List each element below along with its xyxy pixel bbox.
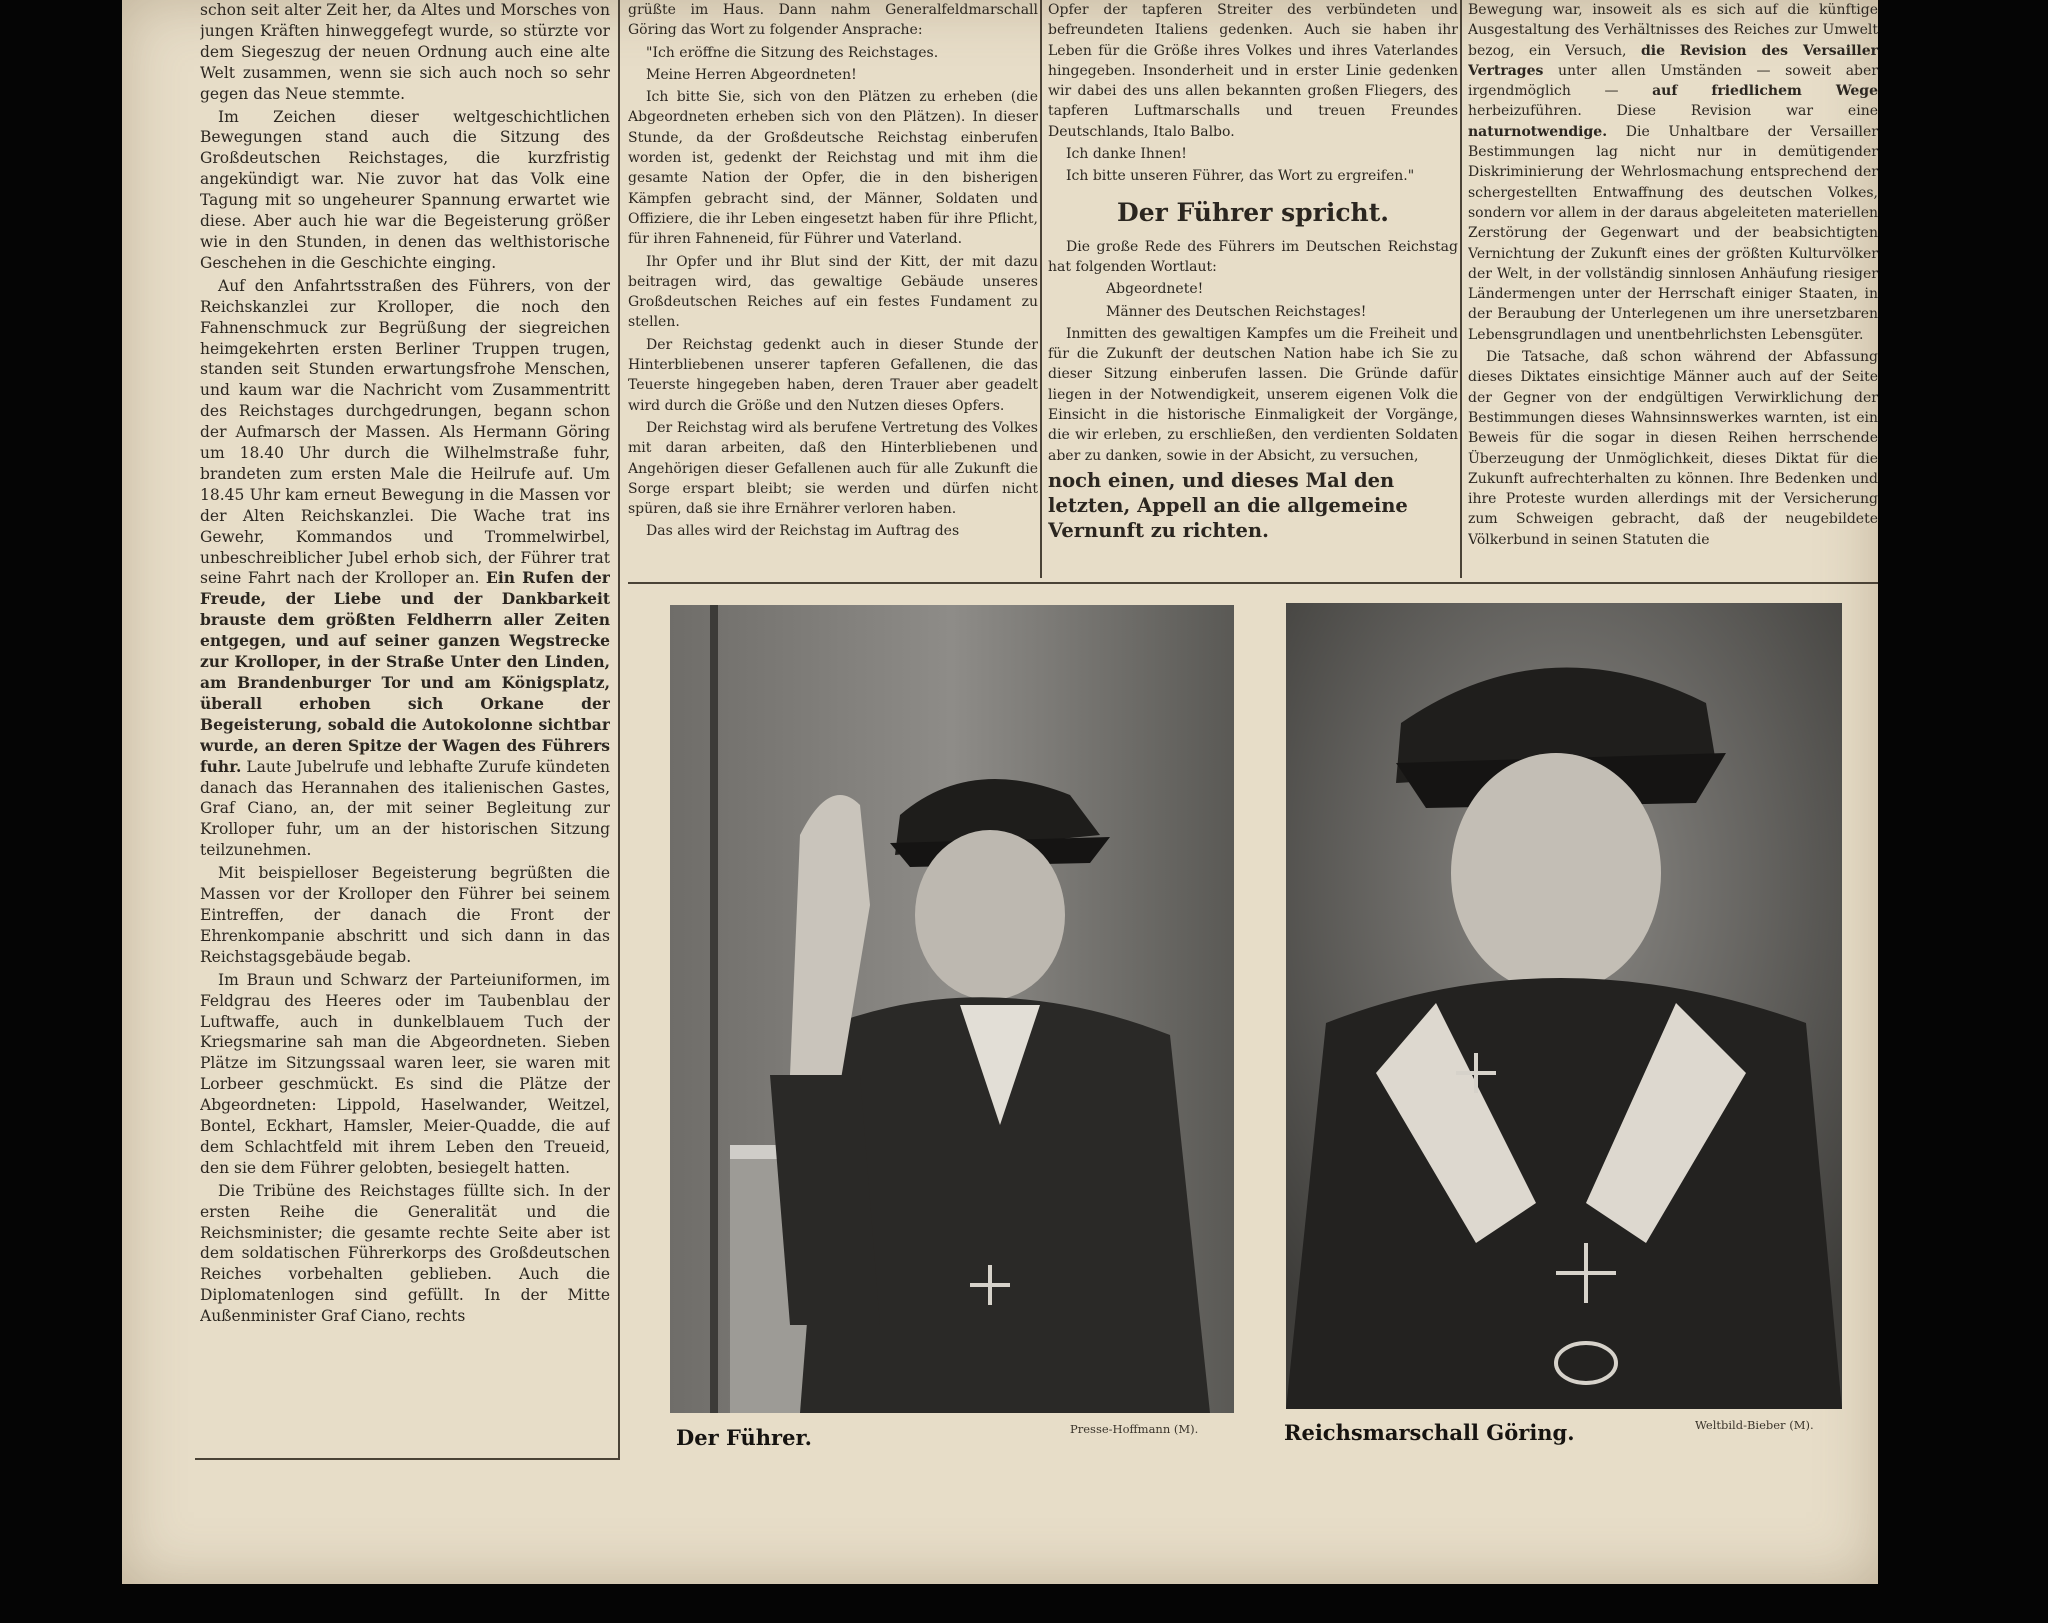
paragraph: grüßte im Haus. Dann nahm Generalfeldmarschall Göring das Wort zu folgender Ansprache: [628, 2, 1038, 39]
photo-illustration [1286, 603, 1842, 1409]
paragraph [1468, 0, 1878, 345]
paragraph: Abgeordnete! [1106, 281, 1204, 298]
paragraph: Ich bitte unseren Führer, das Wort zu ergreifen." [1066, 168, 1415, 185]
section-heading: Der Führer spricht. [1117, 197, 1389, 227]
text-column-4 [1468, 0, 1878, 578]
horizontal-rule [628, 582, 1878, 584]
paragraph: Opfer der tapferen Streiter des verbündeten und befreundeten Italiens gedenken. Auch sie haben ihr Leben für die Größe ihres Volkes und ihres Vaterlandes hingegeben. Insonderheit und in erster Linie gedenken wir dabei des uns allen bekannten großen Fliegers, des tapferen Luftmarschalls und treuen Freundes Deutschlands, Italo Balbo. [1048, 2, 1458, 140]
paragraph-text: unter allen Umständen — soweit aber irgendmöglich — [1468, 62, 1878, 100]
paragraph: Ich bitte Sie, sich von den Plätzen zu erheben (die Abgeordneten erheben sich von den Plätzen). In dieser Stunde, da der Großdeutsche Reichstag einberufen worden ist, gedenkt der Reichstag und mit ihm die gesamte Nation der Opfer, die in den bisherigen Kämpfen gebracht sind, der Männer, Soldaten und Offiziere, die ihr Leben eingesetzt haben für ihre Pflicht, für ihren Fahneneid, für Führer und Vaterland. [628, 89, 1038, 248]
column-rule [1040, 0, 1042, 578]
paragraph: Das alles wird der Reichstag im Auftrag des [646, 523, 960, 540]
paragraph: Im Zeichen dieser weltgeschichtlichen Bewegungen stand auch die Sitzung des Großdeutschen Reichstages, die kurzfristig angekündigt war. Nie zuvor hat das Volk eine Tagung mit so ungeheurer Spannung erwartet wie diese. Aber auch hie war die Begeisterung größer wie in den Stunden, in denen das welthistorische Geschehen in die Geschichte einging. [200, 107, 610, 272]
horizontal-rule [195, 1458, 620, 1460]
bold-passage: naturnotwendige. [1468, 123, 1608, 140]
paragraph: "Ich eröffne die Sitzung des Reichstages. [646, 44, 939, 61]
paragraph: Ich danke Ihnen! [1066, 146, 1187, 163]
bold-passage: die Revision des Versailler Vertrages [1468, 42, 1878, 79]
photo-credit-left: Presse-Hoffmann (M). [1070, 1422, 1199, 1436]
paragraph-text: Die Unhaltbare der Versailler Bestimmungen lag nicht nur in demütigender Diskriminierung der Wehrlosmachung entsprechend der schergestellten Entwaffnung des deutschen Volkes, sondern vor allem in der daraus abgeleiteten materiellen Zerstörung der Gegenwart und der beabsichtigten Vernichtung der Zukunft eines der größten Kulturvölker der Welt, in der vollständig sinnlosen Anhäufung riesiger Ländermengen unter der Herrschaft einiger Staaten, in der Beraubung der Unterlegenen um ihre unersetzbaren Lebensgrundlagen und unentbehrlichsten Lebensgüter. [1468, 123, 1878, 343]
paragraph: Männer des Deutschen Reichstages! [1106, 303, 1367, 320]
paragraph-text: herbeizuführen. Diese Revision war eine [1468, 103, 1878, 120]
paragraph: Der Reichstag gedenkt auch in dieser Stunde der Hinterbliebenen unserer tapferen Gefallenen, die das Teuerste hingegeben haben, deren Trauer aber geadelt wird durch die Größe und den Nutzen dieses Opfers. [628, 336, 1038, 414]
paragraph: Die große Rede des Führers im Deutschen Reichstag hat folgenden Wortlaut: [1048, 238, 1458, 275]
paragraph: Der Reichstag wird als berufene Vertretung des Volkes mit daran arbeiten, daß den Hinterbliebenen und Angehörigen dieser Gefallenen auch für alle Zukunft die Sorge erspart bleibt; sie werden und dürfen nicht spüren, daß sie ihre Ernährer verloren haben. [628, 419, 1038, 518]
photo-caption-right: Reichsmarschall Göring. [1284, 1420, 1575, 1445]
paragraph: Mit beispielloser Begeisterung begrüßten die Massen vor der Krolloper den Führer bei seinem Eintreffen, der danach die Front der Ehrenkompanie abschritt und sich dann in das Reichstagsgebäude begab. [200, 864, 610, 966]
paragraph: Im Braun und Schwarz der Parteiuniformen, im Feldgrau des Heeres oder im Taubenblau der Luftwaffe, auch in dunkelblauem Tuch der Kriegsmarine sah man die Abgeordneten. Sieben Plätze im Sitzungssaal waren leer, sie waren mit Lorbeer geschmückt. Es sind die Plätze der Abgeordneten: Lippold, Haselwander, Weitzel, Bontel, Eckhart, Hamsler, Meier-Quadde, die auf dem Schlachtfeld mit ihrem Leben den Treueid, den sie dem Führer gelobten, besiegelt hatten. [200, 970, 610, 1177]
portrait-photo-left [670, 605, 1234, 1413]
column-rule [618, 0, 620, 1460]
bold-passage: auf friedlichem Wege [1652, 83, 1878, 100]
paragraph-text: Laute Jubelrufe und lebhafte Zurufe kündeten danach das Herannahen des italienischen Gastes, Graf Ciano, an, der mit seiner Begleitung zur Krolloper fuhr, um an der historischen Sitzung teilzunehmen. [200, 757, 610, 860]
bold-appeal: noch einen, und dieses Mal den letzten, Appell an die allgemeine Vernunft zu richten. [1048, 468, 1408, 542]
photo-caption-left: Der Führer. [676, 1425, 812, 1450]
paragraph: Die Tatsache, daß schon während der Abfassung dieses Diktates einsichtige Männer auch auf der Seite der Gegner von der endgültigen Verwirklichung der Bestimmungen dieses Wahnsinnswerkes warnten, ist ein Beweis für die sogar in diesen Reihen herrschende Überzeugung der Unmöglichkeit, dieses Diktat für die Zukunft aufrechterhalten zu können. Ihre Bedenken und ihre Proteste wurden allerdings mit der Versicherung zum Schweigen gebracht, daß der neugebildete Völkerbund in seinen Statuten die [1468, 349, 1878, 548]
paragraph: Die Tribüne des Reichstages füllte sich. In der ersten Reihe die Generalität und die Reichsminister; die gesamte rechte Seite aber ist dem soldatischen Führerkorps des Großdeutschen Reiches vorbehalten geblieben. Auch die Diplomatenlogen sind gefüllt. In der Mitte Außenminister Graf Ciano, rechts [200, 1181, 610, 1326]
text-column-1 [200, 0, 610, 1460]
photo-illustration [670, 605, 1234, 1413]
paragraph: Meine Herren Abgeordneten! [646, 66, 857, 83]
paragraph: Ihr Opfer und ihr Blut sind der Kitt, der mit dazu beitragen wird, das gewaltige Gebäude unseres Großdeutschen Reiches auf ein festes Fundament zu stellen. [628, 253, 1038, 331]
paragraph-text: Bewegung war, insoweit als es sich auf die künftige Ausgestaltung des Verhältnisses des Reiches zur Umwelt bezog, ein Versuch, [1468, 2, 1878, 59]
text-column-2 [628, 0, 1038, 578]
column-rule [1460, 0, 1462, 578]
paragraph-text: Auf den Anfahrtsstraßen des Führers, von der Reichskanzlei zur Krolloper, die noch den Fahnenschmuck zur Begrüßung der siegreichen heimgekehrten ersten Berliner Truppen trugen, standen seit Stunden erwartungsfrohe Menschen, und kaum war die Nachricht vom Zusammentritt des Reichstages durchgedrungen, begann schon der Aufmarsch der Massen. Als Hermann Göring um 18.40 Uhr durch die Wilhelmstraße fuhr, brandeten zum ersten Male die Heilrufe auf. Um 18.45 Uhr kam erneut Bewegung in die Massen vor der Alten Reichskanzlei. Die Wache trat ins Gewehr, Kommandos und Trommelwirbel, unbeschreiblicher Jubel erhob sich, der Führer trat seine Fahrt nach der Krolloper an. [200, 276, 610, 588]
photo-credit-right: Weltbild-Bieber (M). [1695, 1418, 1814, 1432]
bold-passage: Ein Rufen der Freude, der Liebe und der Dankbarkeit brauste dem größten Feldherrn aller Zeiten entgegen, und auf seiner ganzen Wegstrecke zur Krolloper, in der Straße Unter den Linden, am Brandenburger Tor und am Königsplatz, überall erhoben sich Orkane der Begeisterung, sobald die Autokolonne sichtbar wurde, an deren Spitze der Wagen des Führers fuhr. [200, 568, 610, 776]
portrait-photo-right [1286, 603, 1842, 1409]
paragraph: schon seit alter Zeit her, da Altes und Morsches von jungen Kräften hinweggefegt wurde, so stürzte vor dem Siegeszug der neuen Ordnung auch eine alte Welt zusammen, wenn sie sich auch noch so sehr gegen das Neue stemmte. [200, 1, 610, 103]
text-column-3 [1048, 0, 1458, 574]
paragraph [200, 276, 610, 861]
paragraph: Inmitten des gewaltigen Kampfes um die Freiheit und für die Zukunft der deutschen Nation habe ich Sie zu dieser Sitzung einberufen lassen. Die Gründe dafür liegen in der Notwendigkeit, unserem eigenen Volk die Einsicht in die historische Einmaligkeit der Vorgänge, die wir erleben, zu erschließen, den verdienten Soldaten aber zu danken, sowie in der Absicht, zu versuchen, [1048, 325, 1458, 464]
